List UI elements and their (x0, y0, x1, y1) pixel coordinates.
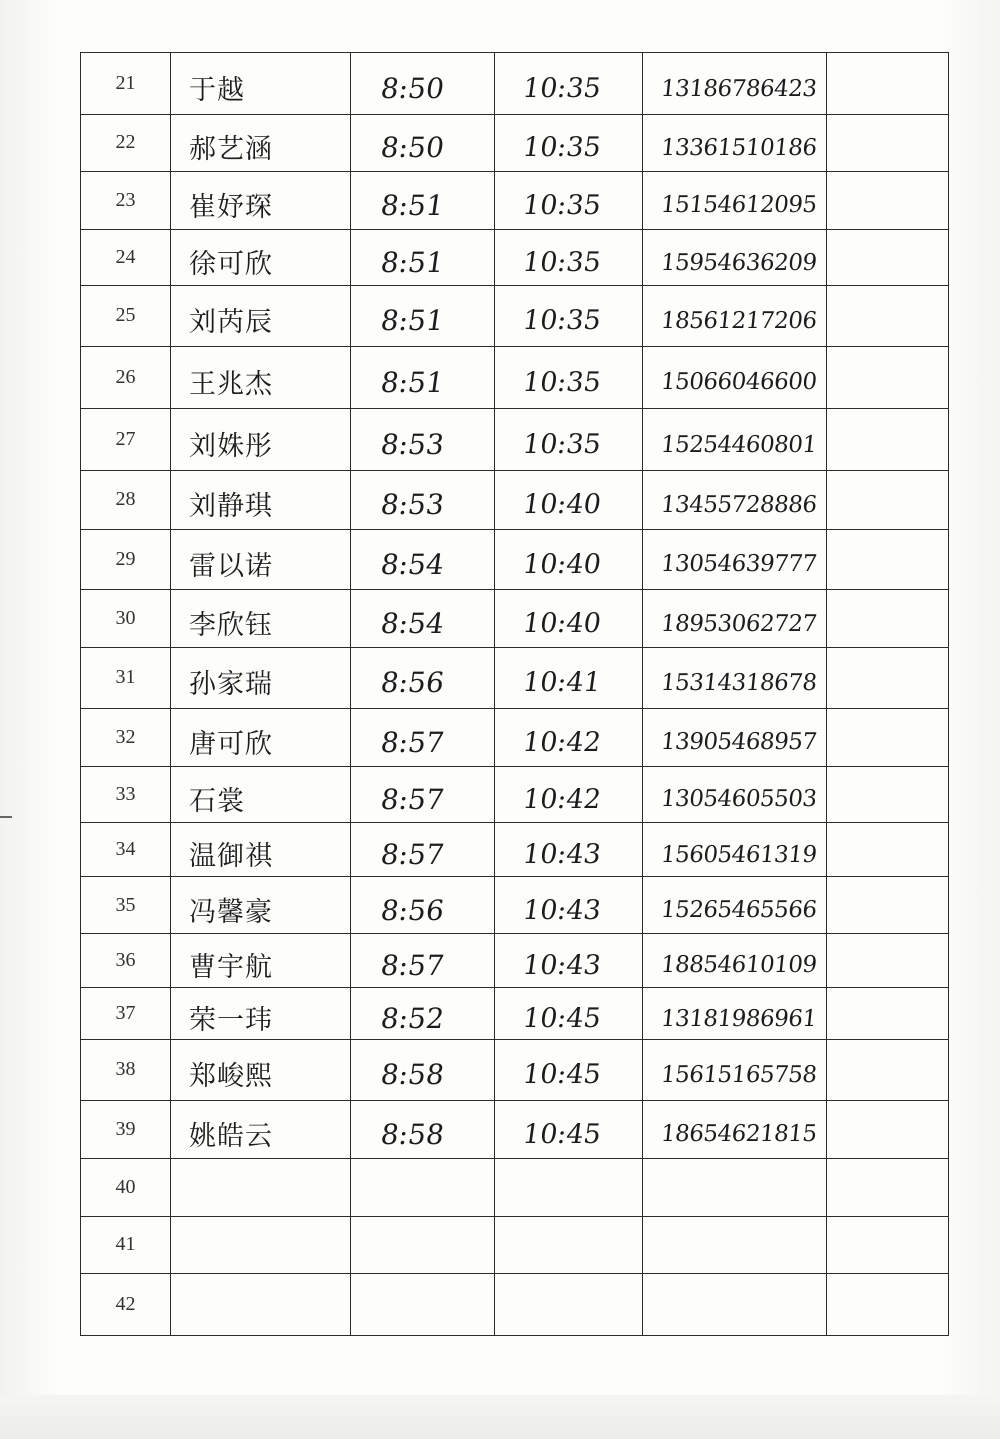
phone-text: 13054605503 (659, 786, 818, 813)
name-cell (171, 408, 351, 470)
arrival-time-text: 8:58 (378, 1117, 447, 1151)
departure-time-text: 10:35 (520, 305, 603, 337)
arrival-time-cell (351, 229, 495, 285)
name-cell (171, 529, 351, 589)
remarks-cell (827, 708, 949, 766)
remarks-cell (827, 933, 949, 987)
remarks-cell (827, 877, 949, 933)
phone-text: 18953062727 (659, 610, 818, 637)
table-row (81, 171, 949, 229)
row-number: 27 (81, 408, 171, 470)
row-number: 33 (81, 766, 171, 822)
remarks-cell (827, 115, 949, 171)
departure-time-text: 10:40 (520, 548, 603, 580)
arrival-time-cell (351, 1273, 495, 1336)
arrival-time-cell (351, 171, 495, 229)
arrival-time-cell (351, 823, 495, 877)
phone-cell (643, 171, 827, 229)
name-text: 崔妤琛 (189, 191, 273, 223)
name-cell (171, 1040, 351, 1100)
row-number: 31 (81, 648, 171, 708)
departure-time-text: 10:40 (520, 489, 603, 521)
departure-time-text: 10:35 (520, 429, 603, 461)
departure-time-cell (495, 823, 643, 877)
table-row (81, 1273, 949, 1336)
departure-time-text: 10:35 (520, 366, 603, 398)
table-row (81, 529, 949, 589)
arrival-time-cell (351, 648, 495, 708)
name-cell (171, 1158, 351, 1216)
arrival-time-text: 8:56 (378, 893, 447, 927)
name-text: 郝艺涵 (189, 134, 273, 166)
name-cell (171, 171, 351, 229)
departure-time-cell (495, 1273, 643, 1336)
row-number: 28 (81, 471, 171, 529)
phone-text: 13186786423 (659, 75, 818, 102)
row-number: 23 (81, 171, 171, 229)
departure-time-cell (495, 1100, 643, 1158)
phone-cell (643, 346, 827, 408)
phone-cell (643, 1158, 827, 1216)
departure-time-cell (495, 408, 643, 470)
name-text: 荣一玮 (189, 1005, 273, 1037)
arrival-time-cell (351, 589, 495, 647)
arrival-time-cell (351, 1158, 495, 1216)
phone-text: 13181986961 (659, 1005, 818, 1032)
row-number: 39 (81, 1100, 171, 1158)
remarks-cell (827, 1100, 949, 1158)
row-number: 36 (81, 933, 171, 987)
name-cell (171, 987, 351, 1039)
name-text: 刘姝彤 (189, 431, 273, 463)
remarks-cell (827, 823, 949, 877)
table-row (81, 987, 949, 1039)
phone-text: 15605461319 (659, 841, 818, 868)
phone-cell (643, 1273, 827, 1336)
table-row (81, 408, 949, 470)
departure-time-cell (495, 286, 643, 346)
name-cell (171, 648, 351, 708)
departure-time-text: 10:40 (520, 608, 603, 640)
departure-time-cell (495, 933, 643, 987)
name-text: 郑峻熙 (189, 1061, 273, 1093)
departure-time-cell (495, 766, 643, 822)
row-number: 35 (81, 877, 171, 933)
arrival-time-text: 8:51 (378, 188, 447, 222)
name-cell (171, 877, 351, 933)
departure-time-text: 10:45 (520, 1059, 603, 1091)
table-row (81, 589, 949, 647)
name-cell (171, 229, 351, 285)
name-cell (171, 708, 351, 766)
arrival-time-text: 8:57 (378, 782, 447, 816)
arrival-time-cell (351, 933, 495, 987)
table-row (81, 766, 949, 822)
name-cell (171, 115, 351, 171)
row-number: 40 (81, 1158, 171, 1216)
phone-cell (643, 286, 827, 346)
phone-cell (643, 648, 827, 708)
departure-time-text: 10:35 (520, 189, 603, 221)
name-cell (171, 346, 351, 408)
departure-time-text: 10:43 (520, 949, 603, 981)
arrival-time-text: 8:57 (378, 948, 447, 982)
name-text: 徐可欣 (189, 249, 273, 281)
name-text: 雷以诺 (189, 550, 273, 582)
departure-time-text: 10:43 (520, 839, 603, 871)
name-text: 王兆杰 (189, 368, 273, 400)
departure-time-text: 10:42 (520, 726, 603, 758)
phone-text: 15265465566 (659, 897, 818, 924)
departure-time-cell (495, 229, 643, 285)
departure-time-cell (495, 471, 643, 529)
table-row (81, 229, 949, 285)
row-number: 26 (81, 346, 171, 408)
arrival-time-cell (351, 471, 495, 529)
remarks-cell (827, 171, 949, 229)
phone-cell (643, 708, 827, 766)
phone-cell (643, 987, 827, 1039)
row-number: 32 (81, 708, 171, 766)
arrival-time-text: 8:56 (378, 666, 447, 700)
remarks-cell (827, 648, 949, 708)
arrival-time-text: 8:57 (378, 725, 447, 759)
arrival-time-text: 8:50 (378, 72, 447, 106)
departure-time-cell (495, 648, 643, 708)
paper-fold (0, 1395, 1000, 1439)
arrival-time-text: 8:52 (378, 1002, 447, 1036)
departure-time-text: 10:43 (520, 894, 603, 926)
name-cell (171, 1217, 351, 1273)
departure-time-cell (495, 987, 643, 1039)
remarks-cell (827, 1273, 949, 1336)
departure-time-text: 10:42 (520, 783, 603, 815)
departure-time-cell (495, 589, 643, 647)
arrival-time-text: 8:57 (378, 838, 447, 872)
row-number: 34 (81, 823, 171, 877)
row-number: 21 (81, 53, 171, 115)
name-cell (171, 766, 351, 822)
departure-time-cell (495, 1040, 643, 1100)
arrival-time-cell (351, 766, 495, 822)
remarks-cell (827, 53, 949, 115)
table-row (81, 823, 949, 877)
name-text: 冯馨豪 (189, 896, 273, 928)
phone-cell (643, 408, 827, 470)
name-cell (171, 823, 351, 877)
arrival-time-cell (351, 286, 495, 346)
phone-cell (643, 529, 827, 589)
phone-cell (643, 1040, 827, 1100)
remarks-cell (827, 1040, 949, 1100)
phone-cell (643, 229, 827, 285)
departure-time-cell (495, 115, 643, 171)
phone-text: 18561217206 (659, 307, 818, 334)
departure-time-text: 10:41 (520, 667, 603, 699)
sign-in-table (80, 52, 949, 1336)
table-row (81, 346, 949, 408)
departure-time-cell (495, 877, 643, 933)
table-row (81, 471, 949, 529)
arrival-time-text: 8:51 (378, 365, 447, 399)
name-cell (171, 1273, 351, 1336)
arrival-time-cell (351, 408, 495, 470)
name-text: 刘静琪 (189, 491, 273, 523)
phone-text: 13361510186 (659, 134, 818, 161)
departure-time-text: 10:45 (520, 1118, 603, 1150)
arrival-time-cell (351, 877, 495, 933)
departure-time-text: 10:45 (520, 1003, 603, 1035)
phone-text: 18854610109 (659, 952, 818, 979)
name-cell (171, 933, 351, 987)
arrival-time-cell (351, 1217, 495, 1273)
name-text: 孙家瑞 (189, 669, 273, 701)
departure-time-text: 10:35 (520, 132, 603, 164)
departure-time-cell (495, 1158, 643, 1216)
name-cell (171, 1100, 351, 1158)
remarks-cell (827, 1217, 949, 1273)
arrival-time-cell (351, 346, 495, 408)
departure-time-text: 10:35 (520, 73, 603, 105)
phone-cell (643, 115, 827, 171)
name-text: 唐可欣 (189, 728, 273, 760)
phone-cell (643, 471, 827, 529)
arrival-time-cell (351, 115, 495, 171)
remarks-cell (827, 346, 949, 408)
table-row (81, 877, 949, 933)
departure-time-text: 10:35 (520, 247, 603, 279)
phone-text: 15254460801 (659, 431, 818, 458)
arrival-time-cell (351, 1040, 495, 1100)
arrival-time-text: 8:50 (378, 131, 447, 165)
phone-text: 18654621815 (659, 1121, 818, 1148)
phone-text: 15066046600 (659, 369, 818, 396)
table-row (81, 286, 949, 346)
remarks-cell (827, 766, 949, 822)
name-cell (171, 286, 351, 346)
table-row (81, 1100, 949, 1158)
phone-cell (643, 589, 827, 647)
table-row (81, 648, 949, 708)
phone-text: 15615165758 (659, 1061, 818, 1088)
table-row (81, 115, 949, 171)
table-body (81, 53, 949, 1336)
departure-time-cell (495, 346, 643, 408)
arrival-time-cell (351, 529, 495, 589)
remarks-cell (827, 987, 949, 1039)
remarks-cell (827, 1158, 949, 1216)
remarks-cell (827, 286, 949, 346)
remarks-cell (827, 589, 949, 647)
departure-time-cell (495, 53, 643, 115)
arrival-time-cell (351, 53, 495, 115)
name-cell (171, 53, 351, 115)
name-text: 温御祺 (189, 841, 273, 873)
phone-cell (643, 877, 827, 933)
departure-time-cell (495, 529, 643, 589)
remarks-cell (827, 229, 949, 285)
name-text: 石裳 (189, 785, 245, 817)
phone-cell (643, 823, 827, 877)
arrival-time-text: 8:51 (378, 304, 447, 338)
table-row (81, 933, 949, 987)
row-number: 24 (81, 229, 171, 285)
row-number: 38 (81, 1040, 171, 1100)
remarks-cell (827, 471, 949, 529)
departure-time-cell (495, 1217, 643, 1273)
table-row (81, 708, 949, 766)
arrival-time-text: 8:58 (378, 1058, 447, 1092)
arrival-time-text: 8:54 (378, 547, 447, 581)
remarks-cell (827, 408, 949, 470)
phone-text: 15314318678 (659, 669, 818, 696)
row-number: 30 (81, 589, 171, 647)
row-number: 41 (81, 1217, 171, 1273)
row-number: 37 (81, 987, 171, 1039)
row-number: 29 (81, 529, 171, 589)
name-text: 曹宇航 (189, 951, 273, 983)
arrival-time-cell (351, 987, 495, 1039)
phone-cell (643, 1217, 827, 1273)
table-row (81, 1040, 949, 1100)
remarks-cell (827, 529, 949, 589)
name-text: 于越 (189, 75, 245, 107)
name-cell (171, 471, 351, 529)
phone-text: 13054639777 (659, 551, 818, 578)
row-number: 25 (81, 286, 171, 346)
arrival-time-text: 8:53 (378, 488, 447, 522)
name-text: 李欣钰 (189, 610, 273, 642)
arrival-time-cell (351, 1100, 495, 1158)
arrival-time-text: 8:54 (378, 607, 447, 641)
table-row (81, 1217, 949, 1273)
row-number: 42 (81, 1273, 171, 1336)
arrival-time-text: 8:51 (378, 246, 447, 280)
name-text: 姚皓云 (189, 1120, 273, 1152)
row-number: 22 (81, 115, 171, 171)
arrival-time-text: 8:53 (378, 428, 447, 462)
phone-cell (643, 766, 827, 822)
edge-mark (0, 816, 12, 818)
table-row (81, 53, 949, 115)
phone-text: 15154612095 (659, 192, 818, 219)
phone-cell (643, 53, 827, 115)
phone-text: 13905468957 (659, 729, 818, 756)
phone-cell (643, 933, 827, 987)
name-cell (171, 589, 351, 647)
name-text: 刘芮辰 (189, 307, 273, 339)
arrival-time-cell (351, 708, 495, 766)
phone-cell (643, 1100, 827, 1158)
phone-text: 13455728886 (659, 491, 818, 518)
departure-time-cell (495, 171, 643, 229)
phone-text: 15954636209 (659, 249, 818, 276)
table-row (81, 1158, 949, 1216)
departure-time-cell (495, 708, 643, 766)
